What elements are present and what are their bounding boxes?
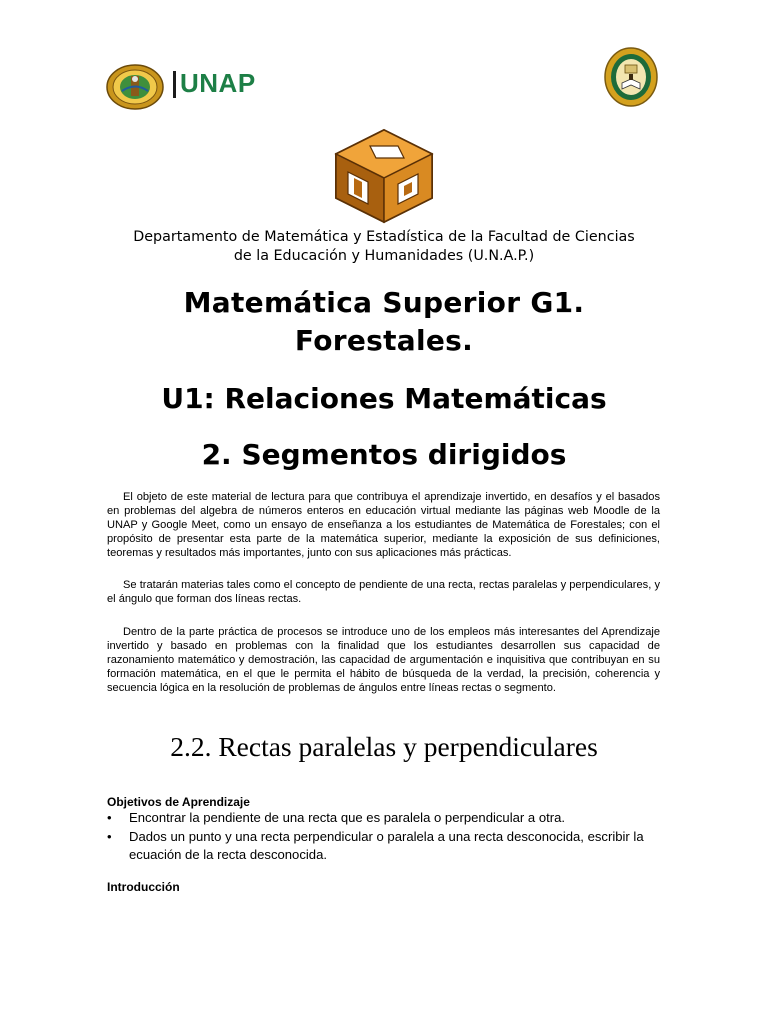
unap-seal-logo <box>106 64 164 110</box>
department-cube-logo <box>332 128 436 224</box>
course-title <box>0 284 768 360</box>
unap-wordmark <box>170 64 282 104</box>
intro-paragraph-1: El objeto de este material de lectura para que contribuya el aprendizaje invertido, en desafíos y el basados en problemas del algebra de números enteros en educación virtual mediante las páginas web Moodle de la UNAP y Google Meet, como un ensayo de enseñanza a los estudiantes de Matemática de Forestales; con el propósito de presentar esta parte de la matemática superior, mediante la exposición de sus definiciones, teoremas y resultados más importantes, junto con sus aplicaciones más prácticas. <box>107 491 660 559</box>
introduction-heading: Introducción <box>107 880 180 894</box>
intro-paragraph-2: Se tratarán materias tales como el concepto de pendiente de una recta, rectas paralelas y perpendiculares, y el ángulo que forman dos líneas rectas. <box>107 579 660 605</box>
faculty-seal-logo <box>604 47 658 107</box>
objectives-heading: Objetivos de Aprendizaje <box>107 795 250 809</box>
bullet-icon: • <box>107 810 112 825</box>
wordmark-divider <box>173 71 176 98</box>
objective-item <box>107 828 667 863</box>
intro-paragraph-3: Dentro de la parte práctica de procesos se introduce uno de los empleos más interesantes del Aprendizaje invertido y basado en problemas con la finalidad que los estudiantes desarrollen sus capacidad de razonamiento matemático y demostración, las capacidad de argumentación e inquisitiva que contribuyan en su formación matemática, en el que le permita el hábito de búsqueda de la verdad, la precisión, coherencia y secuencia lógica en la resolución de problemas de ángulos entre líneas rectas o segmento. <box>107 626 660 694</box>
objective-text: Encontrar la pendiente de una recta que es paralela o perpendicular a otra. <box>129 810 566 825</box>
unit-title: U1: Relaciones Matemáticas <box>161 382 607 415</box>
subsection-title: 2.2. Rectas paralelas y perpendiculares <box>170 731 598 762</box>
course-title-line1: Matemática Superior G1. <box>183 286 585 319</box>
department-name: Departamento de Matemática y Estadística de la Facultad de Ciencias de la Educación y Humanidades (U.N.A.P.) <box>133 229 635 264</box>
unap-brand-text: UNAP <box>180 68 256 98</box>
objective-text: Dados un punto y una recta perpendicular o paralela a una recta desconocida, escribir la ecuación de la recta desconocida. <box>129 829 644 862</box>
section-title: 2. Segmentos dirigidos <box>201 438 567 471</box>
bullet-icon: • <box>107 829 112 844</box>
objective-item <box>107 809 667 827</box>
course-title-line2: Forestales. <box>294 324 474 357</box>
